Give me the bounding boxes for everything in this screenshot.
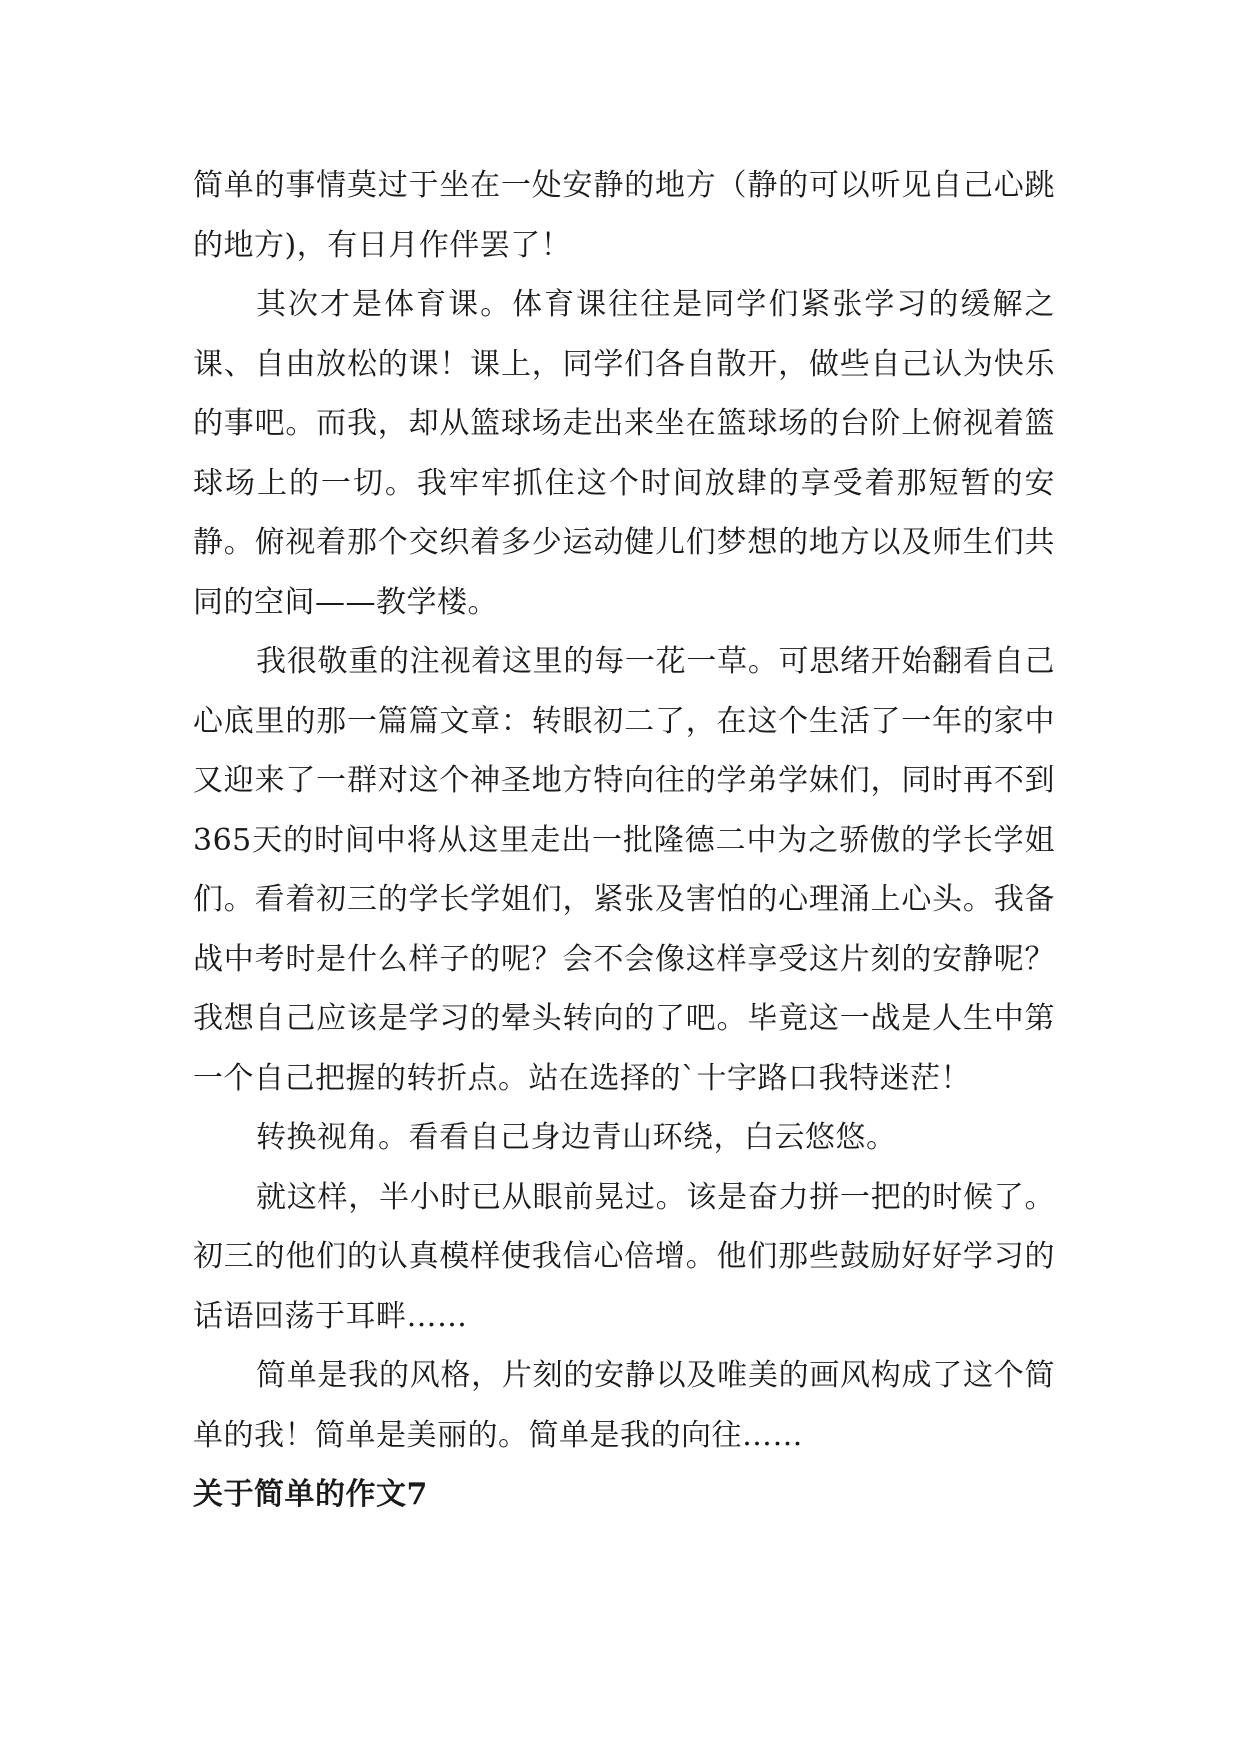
document-page — [193, 156, 1055, 1525]
paragraph-2: 其次才是体育课。体育课往往是同学们紧张学习的缓解之课、自由放松的课！课上，同学们各自散开，做些自己认为快乐的事吧。而我，却从篮球场走出来坐在篮球场的台阶上俯视着篮球场上的一切。我牢牢抓住这个时间放肆的享受着那短暂的安静。俯视着那个交织着多少运动健儿们梦想的地方以及师生们共同的空间——教学楼。 — [193, 287, 1055, 620]
paragraph-1: 简单的事情莫过于坐在一处安静的地方（静的可以听见自己心跳的地方)，有日月作伴罢了！ — [193, 168, 1055, 263]
paragraph-4: 转换视角。看看自己身边青山环绕，白云悠悠。 — [256, 1120, 897, 1155]
essay-heading: 关于简单的作文7 — [193, 1477, 428, 1512]
paragraph-5: 就这样，半小时已从眼前晃过。该是奋力拼一把的时候了。初三的他们的认真模样使我信心倍增。他们那些鼓励好好学习的话语回荡于耳畔…… — [193, 1179, 1055, 1334]
paragraph-6: 简单是我的风格，片刻的安静以及唯美的画风构成了这个简单的我！简单是美丽的。简单是我的向往…… — [193, 1358, 1055, 1453]
paragraph-3: 我很敬重的注视着这里的每一花一草。可思绪开始翻看自己心底里的那一篇篇文章：转眼初二了，在这个生活了一年的家中又迎来了一群对这个神圣地方特向往的学弟学妹们，同时再不到365天的时间中将从这里走出一批隆德二中为之骄傲的学长学姐们。看着初三的学长学姐们，紧张及害怕的心理涌上心头。我备战中考时是什么样子的呢？会不会像这样享受这片刻的安静呢？我想自己应该是学习的晕头转向的了吧。毕竟这一战是人生中第一个自己把握的转折点。站在选择的`十字路口我特迷茫！ — [193, 644, 1055, 1096]
